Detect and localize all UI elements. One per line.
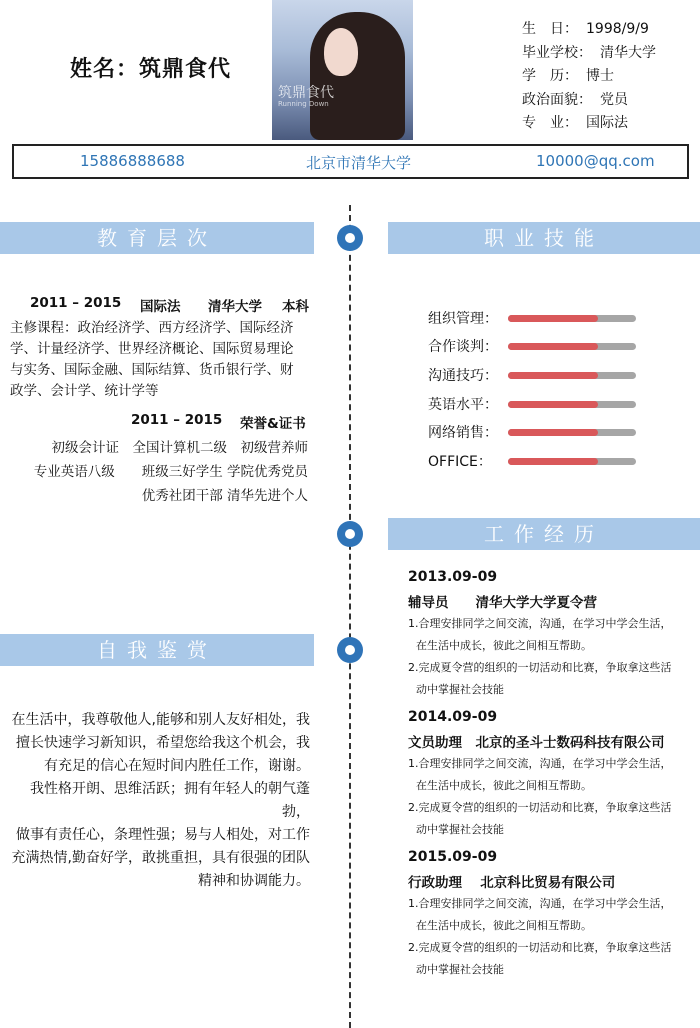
personal-info [522, 18, 656, 136]
timeline-line [349, 205, 351, 1028]
honor-period: 2011 – 2015 [131, 412, 223, 428]
skill-label: 合作谈判： [428, 339, 498, 355]
email-address: 10000@qq.com [536, 152, 655, 170]
work-title: 文员助理 北京的圣斗士数码科技有限公司 [408, 735, 665, 751]
timeline-dot [337, 521, 363, 547]
education-period: 2011 – 2015 [30, 295, 122, 311]
skill-label: 沟通技巧： [428, 368, 498, 384]
info-row-school: 毕业学校： 清华大学 [522, 44, 656, 61]
work-date: 2014.09-09 [408, 709, 498, 725]
skill-bar [508, 458, 636, 465]
skill-label: 英语水平： [428, 397, 498, 413]
section-header-work: 工作经历 [388, 518, 700, 550]
timeline-dot [337, 225, 363, 251]
timeline-dot [337, 637, 363, 663]
info-row-major: 专 业： 国际法 [522, 115, 628, 131]
skill-bar [508, 372, 636, 379]
info-row-birthday: 生 日： 1998/9/9 [522, 21, 649, 37]
info-row-politics: 政治面貌： 党员 [522, 91, 628, 108]
candidate-name: 姓名：筑鼎食代 [70, 57, 232, 82]
photo-watermark-sub: Running Down [278, 100, 329, 108]
work-entry: 2014.09-09 文员助理 北京的圣斗士数码科技有限公司 1.合理安排同学之间交流，沟通，在学习中学会生活， 在生活中成长，彼此之间相互帮助。 2.完成夏令营的组织的一切活动和比赛，争取拿这些活 动中掌握社会技能 [408, 709, 672, 836]
skill-bar [508, 343, 636, 350]
self-evaluation: 在生活中，我尊敬他人,能够和别人友好相处，我 擅长快速学习新知识，希望您给我这个机会，我 有充足的信心在短时间内胜任工作，谢谢。 我性格开朗、思维活跃；拥有年轻人的朝气蓬勃， 做事有责任心，条理性强；易与人相处，对工作 充满热情,勤奋好学，敢挑重担，具有很强的团队 精神和协调能力。 [11, 712, 310, 889]
skill-bar [508, 429, 636, 436]
skill-label: OFFICE： [428, 454, 492, 470]
work-date: 2015.09-09 [408, 849, 498, 865]
skill-label: 组织管理： [428, 311, 498, 327]
photo-watermark: 筑鼎食代 [278, 85, 334, 101]
section-header-skills: 职业技能 [388, 222, 700, 254]
education-school: 清华大学 [208, 299, 262, 315]
honors-list: 初级会计证 全国计算机二级 初级营养师 专业英语八级 班级三好学生 学院优秀党员 优秀社团干部 清华先进个人 [33, 440, 308, 504]
education-courses: 主修课程：政治经济学、西方经济学、国际经济 学、计量经济学、世界经济概论、国际贸易理论 与实务、国际金融、国际结算、货币银行学、财 政学、会计学、统计学等 [10, 320, 294, 399]
honor-title: 荣誉&证书 [240, 416, 306, 432]
section-header-self: 自我鉴赏 [0, 634, 314, 666]
section-header-education: 教育层次 [0, 222, 314, 254]
work-title: 辅导员 清华大学大学夏令营 [408, 595, 597, 611]
contact-bar [12, 144, 689, 179]
address: 北京市清华大学 [306, 154, 412, 172]
phone-number: 15886888688 [80, 152, 185, 170]
skill-label: 网络销售： [428, 425, 498, 441]
work-title: 行政助理 北京科比贸易有限公司 [408, 875, 616, 891]
skill-bar [508, 401, 636, 408]
info-row-degree: 学 历： 博士 [522, 68, 614, 84]
skill-bar [508, 315, 636, 322]
work-entry: 2015.09-09 行政助理 北京科比贸易有限公司 1.合理安排同学之间交流，沟通，在学习中学会生活， 在生活中成长，彼此之间相互帮助。 2.完成夏令营的组织的一切活动和比赛，争取拿这些活 动中掌握社会技能 [408, 849, 672, 976]
work-date: 2013.09-09 [408, 569, 498, 585]
profile-photo [272, 0, 413, 140]
education-major: 国际法 [140, 299, 181, 315]
education-degree: 本科 [282, 299, 309, 315]
work-entry: 2013.09-09 辅导员 清华大学大学夏令营 1.合理安排同学之间交流，沟通，在学习中学会生活， 在生活中成长，彼此之间相互帮助。 2.完成夏令营的组织的一切活动和比赛，争取拿这些活 动中掌握社会技能 [408, 569, 672, 696]
